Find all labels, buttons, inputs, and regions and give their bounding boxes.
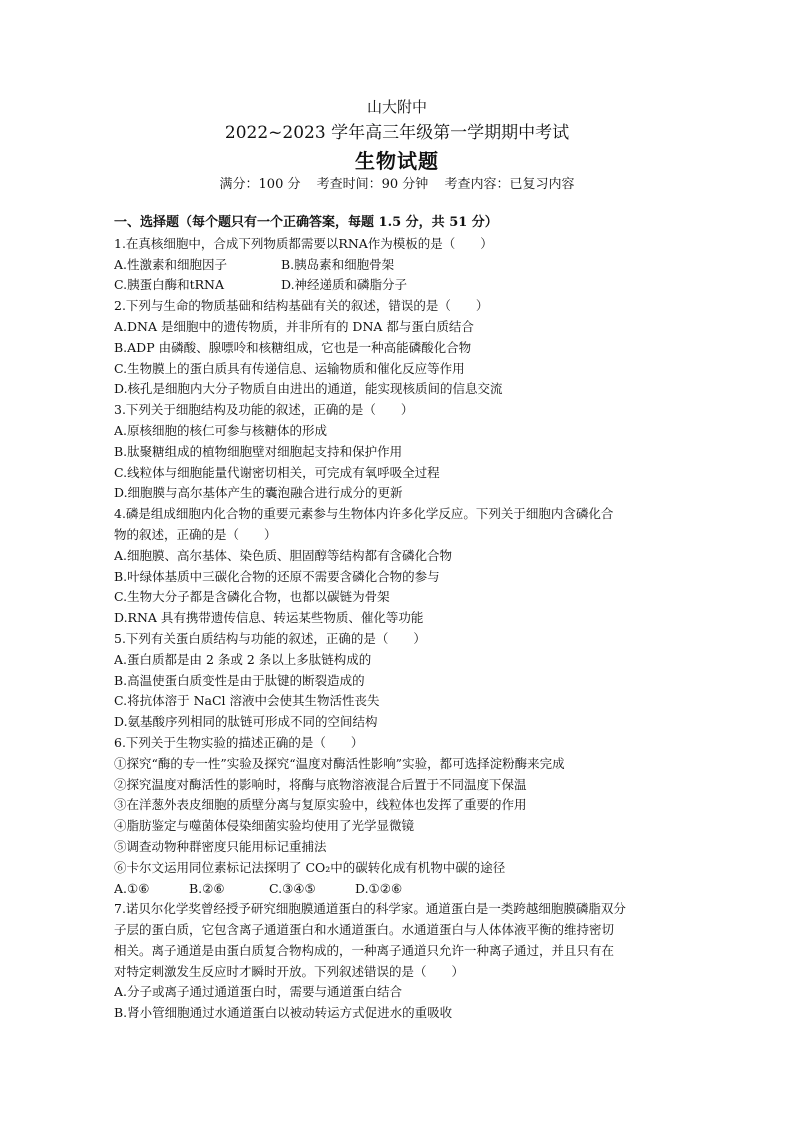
question-1-option-d: D.神经递质和磷脂分子 bbox=[281, 277, 408, 293]
question-7-stem-line2: 子层的蛋白质，它包含离子通道蛋白和水通道蛋白。水通道蛋白与人体体液平衡的维持密切 bbox=[114, 922, 615, 938]
question-4-option-a: A.细胞膜、高尔基体、染色质、胆固醇等结构都有含磷化合物 bbox=[114, 547, 453, 563]
question-1-options-row2 bbox=[114, 275, 690, 296]
question-6-statement-2: ②探究温度对酶活性的影响时，将酶与底物溶液混合后置于不同温度下保温 bbox=[114, 776, 527, 792]
question-6-statement-4: ④脂肪鉴定与噬菌体侵染细菌实验均使用了光学显微镜 bbox=[114, 818, 415, 834]
question-6-option-a: A.①⑥ bbox=[114, 880, 150, 896]
question-6-statement-3: ③在洋葱外表皮细胞的质壁分离与复原实验中，线粒体也发挥了重要的作用 bbox=[114, 797, 527, 813]
question-5-option-b: B.高温使蛋白质变性是由于肽键的断裂造成的 bbox=[114, 672, 365, 688]
question-4-stem-line1: 4.磷是组成细胞内化合物的重要元素参与生物体内许多化学反应。下列关于细胞内含磷化合 bbox=[114, 506, 614, 522]
question-6-option-d: D.①②⑥ bbox=[355, 880, 403, 896]
question-3-option-b: B.肽聚糖组成的植物细胞壁对细胞起支持和保护作用 bbox=[114, 443, 403, 459]
question-7-stem-line3: 相关。离子通道是由蛋白质复合物构成的，一种离子通道只允许一种离子通过，并且只有在 bbox=[114, 942, 615, 958]
exam-time: 考查时间：90 分钟 bbox=[316, 177, 429, 192]
question-6-option-b: B.②⑥ bbox=[189, 880, 225, 896]
question-7-stem-line1: 7.诺贝尔化学奖曾经授予研究细胞膜通道蛋白的科学家。通道蛋白是一类跨越细胞膜磷脂双分 bbox=[114, 901, 626, 917]
question-4-option-b: B.叶绿体基质中三碳化合物的还原不需要含磷化合物的参与 bbox=[114, 568, 440, 584]
exam-content: 考查内容：已复习内容 bbox=[444, 177, 575, 192]
question-1-stem: 1.在真核细胞中，合成下列物质都需要以RNA作为模板的是（ ） bbox=[114, 235, 493, 251]
question-2-stem: 2.下列与生命的物质基础和结构基础有关的叙述，错误的是（ ） bbox=[114, 298, 489, 314]
question-5-option-d: D.氨基酸序列相同的肽链可形成不同的空间结构 bbox=[114, 714, 378, 730]
question-1-option-a: A.性激素和细胞因子 bbox=[114, 256, 228, 272]
question-1-option-b: B.胰岛素和细胞骨架 bbox=[281, 256, 395, 272]
question-5-option-c: C.将抗体溶于 NaCl 溶液中会使其生物活性丧失 bbox=[114, 693, 380, 709]
exam-title: 2022~2023 学年高三年级第一学期期中考试 bbox=[224, 123, 570, 143]
question-7-stem-line4: 对特定刺激发生反应时才瞬时开放。下列叙述错误的是（ ） bbox=[114, 963, 465, 979]
question-2-option-b: B.ADP 由磷酸、腺嘌呤和核糖组成，它也是一种高能磷酸化合物 bbox=[114, 339, 472, 355]
question-2-option-d: D.核孔是细胞内大分子物质自由进出的通道，能实现核质间的信息交流 bbox=[114, 381, 503, 397]
question-4-stem-line2: 物的叙述，正确的是（ ） bbox=[114, 526, 277, 542]
question-3-option-d: D.细胞膜与高尔基体产生的囊泡融合进行成分的更新 bbox=[114, 485, 403, 501]
question-6-stem: 6.下列关于生物实验的描述正确的是（ ） bbox=[114, 734, 364, 750]
question-3-stem: 3.下列关于细胞结构及功能的叙述，正确的是（ ） bbox=[114, 402, 414, 418]
section-heading: 一、选择题（每个题只有一个正确答案，每题 1.5 分，共 51 分） bbox=[114, 215, 498, 230]
question-5-stem: 5.下列有关蛋白质结构与功能的叙述，正确的是（ ） bbox=[114, 630, 426, 646]
question-6-options bbox=[114, 879, 690, 900]
question-3-option-a: A.原核细胞的核仁可参与核糖体的形成 bbox=[114, 422, 328, 438]
question-2-option-c: C.生物膜上的蛋白质具有传递信息、运输物质和催化反应等作用 bbox=[114, 360, 465, 376]
question-4-option-d: D.RNA 具有携带遗传信息、转运某些物质、催化等功能 bbox=[114, 610, 424, 626]
school-name: 山大附中 bbox=[366, 98, 427, 116]
question-5-option-a: A.蛋白质都是由 2 条或 2 条以上多肽链构成的 bbox=[114, 651, 372, 667]
question-4-option-c: C.生物大分子都是含磷化合物，也都以碳链为骨架 bbox=[114, 589, 390, 605]
question-6-statement-1: ①探究“酶的专一性”实验及探究“温度对酶活性影响”实验，都可选择淀粉酶来完成 bbox=[114, 755, 565, 771]
question-6-option-c: C.③④⑤ bbox=[269, 880, 316, 896]
exam-meta bbox=[0, 173, 794, 192]
full-score: 满分：100 分 bbox=[219, 177, 301, 192]
question-6-statement-5: ⑤调查动物种群密度只能用标记重捕法 bbox=[114, 838, 327, 854]
question-3-option-c: C.线粒体与细胞能量代谢密切相关，可完成有氧呼吸全过程 bbox=[114, 464, 440, 480]
question-7-option-b: B.肾小管细胞通过水通道蛋白以被动转运方式促进水的重吸收 bbox=[114, 1005, 453, 1021]
subject-title: 生物试题 bbox=[355, 149, 439, 173]
question-list bbox=[114, 213, 690, 1024]
question-2-option-a: A.DNA 是细胞中的遗传物质，并非所有的 DNA 都与蛋白质结合 bbox=[114, 318, 474, 334]
question-1-options-row1 bbox=[114, 255, 690, 276]
question-1-option-c: C.胰蛋白酶和tRNA bbox=[114, 277, 224, 293]
question-6-statement-6: ⑥卡尔文运用同位素标记法探明了 CO₂中的碳转化成有机物中碳的途径 bbox=[114, 859, 506, 875]
question-7-option-a: A.分子或离子通过通道蛋白时，需要与通道蛋白结合 bbox=[114, 984, 403, 1000]
